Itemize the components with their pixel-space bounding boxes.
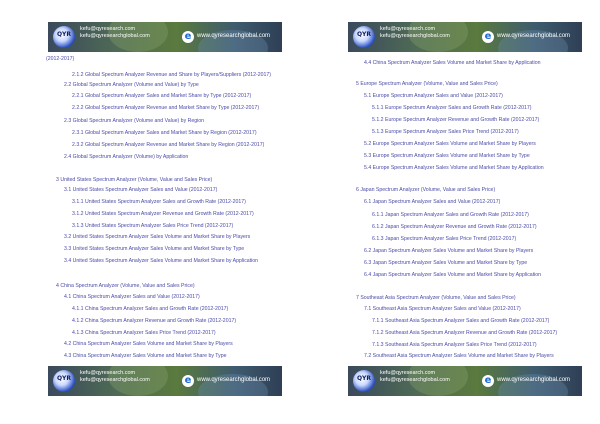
toc-entry[interactable]: 2.2.2 Global Spectrum Analyzer Revenue and Market Share by Type (2012-2017) [72,105,260,111]
toc-entry[interactable]: 2.3.2 Global Spectrum Analyzer Revenue and Market Share by Region (2012-2017) [72,142,265,148]
logo-text: QYR [356,31,372,38]
toc-entry[interactable]: 4 China Spectrum Analyzer (Volume, Value and Sales Price) [56,283,195,289]
logo-text: QYR [56,31,72,38]
toc-entry[interactable]: 5 Europe Spectrum Analyzer (Volume, Value and Sales Price) [356,81,498,87]
right-page [300,0,600,424]
toc-entry[interactable]: 3.1.1 United States Spectrum Analyzer Sales and Growth Rate (2012-2017) [72,199,246,205]
footer-banner [348,366,582,396]
globe-icon: e [482,31,494,43]
banner-email-1: kefu@qyresearch.com [380,370,436,376]
toc-entry[interactable]: (2012-2017) [46,56,75,62]
toc-entry[interactable]: 6.1.1 Japan Spectrum Analyzer Sales and Growth Rate (2012-2017) [372,212,529,218]
toc-entry[interactable]: 4.4 China Spectrum Analyzer Sales Volume and Market Share by Application [364,60,541,66]
toc-entry[interactable]: 7.1 Southeast Asia Spectrum Analyzer Sales and Value (2012-2017) [364,306,521,312]
toc-entry[interactable]: 3.4 United States Spectrum Analyzer Sales Volume and Market Share by Application [64,258,259,264]
toc-entry[interactable]: 4.3 China Spectrum Analyzer Sales Volume and Market Share by Type [64,353,227,359]
toc-entry[interactable]: 2.2 Global Spectrum Analyzer (Volume and Value) by Type [64,82,199,88]
banner-email-2: kefu@qyresearchglobal.com [380,377,450,383]
toc-entry[interactable]: 5.1.1 Europe Spectrum Analyzer Sales and Growth Rate (2012-2017) [372,105,532,111]
toc-entry[interactable]: 5.3 Europe Spectrum Analyzer Sales Volume and Market Share by Type [364,153,530,159]
globe-icon: e [182,375,194,387]
globe-icon: e [182,31,194,43]
toc-entry[interactable]: 3.2 United States Spectrum Analyzer Sales Volume and Market Share by Players [64,234,251,240]
banner-website[interactable]: www.qyresearchglobal.com [197,33,271,39]
toc-entry[interactable]: 5.4 Europe Spectrum Analyzer Sales Volume and Market Share by Application [364,165,544,171]
toc-entry[interactable]: 3.1 United States Spectrum Analyzer Sales and Value (2012-2017) [64,187,218,193]
toc-entry[interactable]: 4.1.1 China Spectrum Analyzer Sales and Growth Rate (2012-2017) [72,306,229,312]
toc-entry[interactable]: 5.1.3 Europe Spectrum Analyzer Sales Price Trend (2012-2017) [372,129,519,135]
banner-website[interactable]: www.qyresearchglobal.com [497,377,571,383]
toc-entry[interactable]: 5.1.2 Europe Spectrum Analyzer Revenue and Growth Rate (2012-2017) [372,117,540,123]
toc-entry[interactable]: 6 Japan Spectrum Analyzer (Volume, Value and Sales Price) [356,187,496,193]
toc-entry[interactable]: 6.1 Japan Spectrum Analyzer Sales and Value (2012-2017) [364,199,501,205]
banner-website[interactable]: www.qyresearchglobal.com [497,33,571,39]
toc-entry[interactable]: 6.1.2 Japan Spectrum Analyzer Revenue and Growth Rate (2012-2017) [372,224,537,230]
banner-email-1: kefu@qyresearch.com [380,26,436,32]
toc-entry[interactable]: 3 United States Spectrum Analyzer (Volume, Value and Sales Price) [56,177,213,183]
toc-entry[interactable]: 6.3 Japan Spectrum Analyzer Sales Volume and Market Share by Type [364,260,528,266]
banner-email-1: kefu@qyresearch.com [80,370,136,376]
toc-entry[interactable]: 7.1.3 Southeast Asia Spectrum Analyzer Sales Price Trend (2012-2017) [372,342,537,348]
toc-entry[interactable]: 2.2.1 Global Spectrum Analyzer Sales and Market Share by Type (2012-2017) [72,93,252,99]
toc-entry[interactable]: 6.1.3 Japan Spectrum Analyzer Sales Price Trend (2012-2017) [372,236,517,242]
banner-email-2: kefu@qyresearchglobal.com [80,33,150,39]
banner-website[interactable]: www.qyresearchglobal.com [197,377,271,383]
toc-entry[interactable]: 2.3.1 Global Spectrum Analyzer Sales and Market Share by Region (2012-2017) [72,130,257,136]
banner-email-1: kefu@qyresearch.com [80,26,136,32]
toc-entry[interactable]: 7.1.2 Southeast Asia Spectrum Analyzer Revenue and Growth Rate (2012-2017) [372,330,558,336]
toc-entry[interactable]: 4.1.3 China Spectrum Analyzer Sales Price Trend (2012-2017) [72,330,216,336]
toc-entry[interactable]: 2.1.2 Global Spectrum Analyzer Revenue and Share by Players/Suppliers (2012-2017) [72,72,271,78]
globe-icon: e [482,375,494,387]
banner-email-2: kefu@qyresearchglobal.com [80,377,150,383]
logo-text: QYR [56,375,72,382]
toc-entry[interactable]: 7.1.1 Southeast Asia Spectrum Analyzer Sales and Growth Rate (2012-2017) [372,318,550,324]
toc-entry[interactable]: 2.3 Global Spectrum Analyzer (Volume and Value) by Region [64,118,205,124]
toc-entry[interactable]: 3.1.3 United States Spectrum Analyzer Sales Price Trend (2012-2017) [72,223,234,229]
toc-entry[interactable]: 7.2 Southeast Asia Spectrum Analyzer Sales Volume and Market Share by Players [364,353,554,359]
logo-text: QYR [356,375,372,382]
header-banner [48,22,282,52]
toc-entry[interactable]: 6.2 Japan Spectrum Analyzer Sales Volume and Market Share by Players [364,248,534,254]
toc-entry[interactable]: 3.3 United States Spectrum Analyzer Sales Volume and Market Share by Type [64,246,245,252]
banner-email-2: kefu@qyresearchglobal.com [380,33,450,39]
footer-banner [48,366,282,396]
toc-entry[interactable]: 4.2 China Spectrum Analyzer Sales Volume and Market Share by Players [64,341,233,347]
toc-entry[interactable]: 2.4 Global Spectrum Analyzer (Volume) by Application [64,154,189,160]
toc-entry[interactable]: 3.1.2 United States Spectrum Analyzer Revenue and Growth Rate (2012-2017) [72,211,254,217]
toc-entry[interactable]: 4.1.2 China Spectrum Analyzer Revenue and Growth Rate (2012-2017) [72,318,237,324]
toc-entry[interactable]: 6.4 Japan Spectrum Analyzer Sales Volume and Market Share by Application [364,272,542,278]
toc-entry[interactable]: 7 Southeast Asia Spectrum Analyzer (Volume, Value and Sales Price) [356,295,516,301]
toc-entry[interactable]: 5.1 Europe Spectrum Analyzer Sales and Value (2012-2017) [364,93,503,99]
toc-entry[interactable]: 4.1 China Spectrum Analyzer Sales and Value (2012-2017) [64,294,200,300]
header-banner [348,22,582,52]
toc-entry[interactable]: 5.2 Europe Spectrum Analyzer Sales Volume and Market Share by Players [364,141,536,147]
